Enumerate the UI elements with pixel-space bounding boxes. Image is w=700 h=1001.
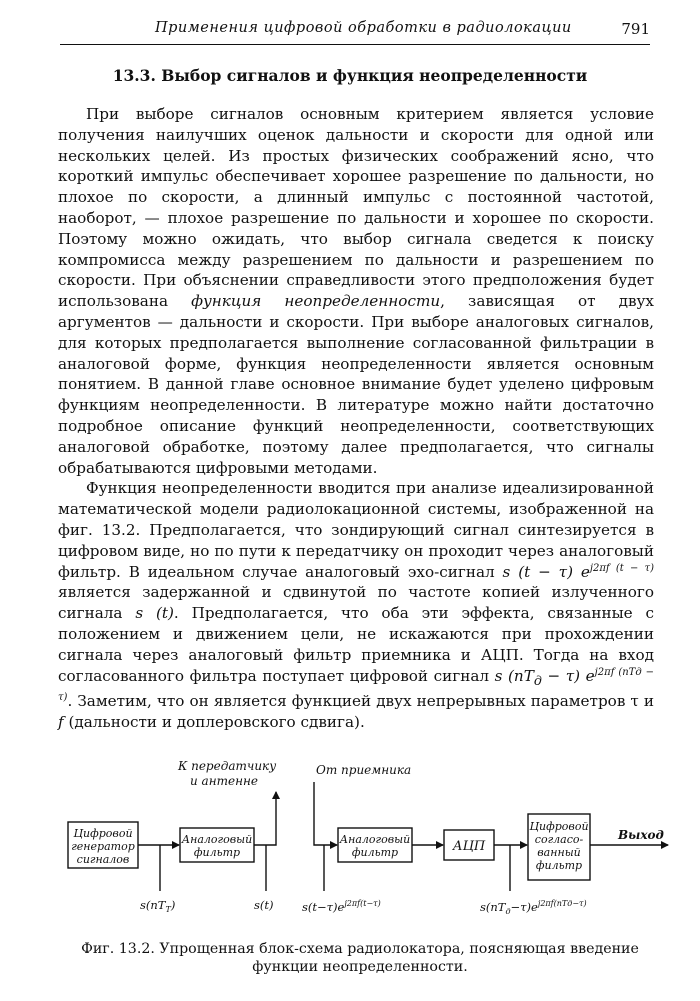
signal-analog-tx: s(t) (254, 898, 274, 912)
arrow-filter-to-transmitter (254, 792, 276, 845)
paragraph-2-part-3: . Предполагается, что оба эти эффекта, связанные с положением и движением цели, не искажаются при прохождении сигнала через аналоговый фильтр приемника и АЦП. Тогда на вход согласованного фильтра поступает цифровой сигнал (58, 604, 654, 685)
signal-digital-rx-base: s(nT (480, 900, 506, 914)
signal-digital-tx-sub: T (165, 905, 171, 914)
caption-line-2: функции неопределенности. (252, 959, 468, 975)
arrow-receiver-to-filter (314, 782, 337, 845)
paragraph-1-part-1: При выборе сигналов основным критерием является условие получения наилучших оценок дальности и скорости для одной или нескольких целей. Из простых физических соображений ясно, что короткий импульс обеспечивает хорошее разрешение по дальности, но плохое по скорости, а длинный импульс с постоянной частотой, наоборот, — плохое разрешение по дальности и хорошее по скорости. Поэтому можно ожидать, что выбор сигнала сведется к поиску компромисса между разрешением по дальности и разрешением по скорости. При объяснении справедливости этого предположения будет использована (58, 105, 654, 311)
tx-filter-label-2: фильтр (193, 846, 241, 859)
term-ambiguity-function: функция неопределенности (191, 292, 441, 311)
paragraph-2-part-5: (дальности и доплеровского сдвига). (63, 713, 365, 732)
signal-digital-rx-exponent: j2πf(nTд−τ) (537, 899, 587, 908)
signal-digital-rx-sub: д (505, 907, 511, 916)
paragraph-2-part-4: . Заметим, что он является функцией двух непрерывных параметров τ и (67, 692, 654, 711)
signal-digital-tx-close: ) (170, 898, 176, 912)
formula-echo-exponent: j2πf (t − τ) (589, 562, 654, 574)
rx-filter-label-1: Аналоговый (339, 833, 411, 846)
paragraph-1 (58, 104, 654, 478)
generator-label-2: генератор (71, 840, 135, 853)
label-to-transmitter-1: К передатчику (178, 759, 277, 773)
paragraph-1-part-2: , зависящая от двух аргументов — дальности и скорости. При выборе аналоговых сигналов, для которых предполагается выполнение согласованной фильтрации в аналоговой форме, функция неопределенности является основным понятием. В данной главе основное внимание будет уделено цифровым функциям неопределенности. В литературе можно найти достаточно подробное описание функций неопределенности, соответствующих аналоговой обработке, поэтому далее предполагается, что сигналы обрабатываются цифровыми методами. (58, 292, 654, 477)
matched-label-3: ванный (537, 846, 581, 859)
signal-digital-rx (480, 899, 587, 916)
signal-analog-rx-base: s(t−τ)e (302, 900, 345, 914)
formula-echo-signal (503, 563, 654, 581)
tx-filter-label-1: Аналоговый (181, 833, 253, 846)
caption-line-1: Фиг. 13.2. Упрощенная блок-схема радиолокатора, поясняющая введение (81, 941, 639, 957)
signal-analog-rx-exponent: j2πf(t−τ) (344, 899, 381, 908)
running-header (60, 18, 650, 45)
signal-digital-tx-base: s(nT (140, 898, 166, 912)
formula-digital-exponent: j2πf (nTд − τ) (58, 666, 655, 704)
paragraph-2-part-2: является задержанной и сдвинутой по частоте копией излученного сигнала (58, 583, 654, 623)
matched-label-2: согласо- (534, 833, 584, 846)
generator-label-1: Цифровой (73, 827, 133, 840)
signal-analog-rx (302, 899, 381, 914)
formula-frequency: f (58, 713, 64, 732)
output-label: Выход (618, 828, 664, 842)
formula-emitted-signal: s (t) (135, 604, 174, 623)
paragraph-2 (58, 478, 654, 733)
formula-digital-rest: − τ) e (541, 666, 595, 685)
section-title: 13.3. Выбор сигналов и функция неопределенности (112, 66, 588, 85)
adc-label: АЦП (452, 839, 486, 854)
label-to-transmitter-2: и антенне (190, 774, 258, 788)
paragraph-2-part-1: Функция неопределенности вводится при анализе идеализированной математической модели радиолокационной системы, изображенной на фиг. 13.2. Предполагается, что зондирующий сигнал синтезируется в цифровом виде, но по пути к передатчику он проходит через аналоговый фильтр. В идеальном случае аналоговый эхо-сигнал (58, 479, 654, 581)
generator-label-3: сигналов (76, 853, 130, 866)
rx-filter-label-2: фильтр (351, 846, 399, 859)
signal-digital-rx-mid: −τ)e (510, 900, 538, 914)
page-number: 791 (621, 20, 650, 38)
formula-digital-subscript: д (533, 672, 542, 688)
label-from-receiver: От приемника (316, 763, 412, 777)
matched-label-4: фильтр (535, 859, 583, 872)
signal-digital-tx (140, 898, 175, 914)
formula-echo-base: s (t − τ) e (502, 562, 590, 581)
matched-label-1: Цифровой (529, 820, 589, 833)
formula-digital-base: s (nT (494, 666, 534, 685)
body-text (58, 104, 654, 733)
radar-block-diagram (40, 756, 680, 931)
running-title: Применения цифровой обработки в радиолокации (155, 20, 572, 36)
figure-caption (40, 940, 680, 976)
